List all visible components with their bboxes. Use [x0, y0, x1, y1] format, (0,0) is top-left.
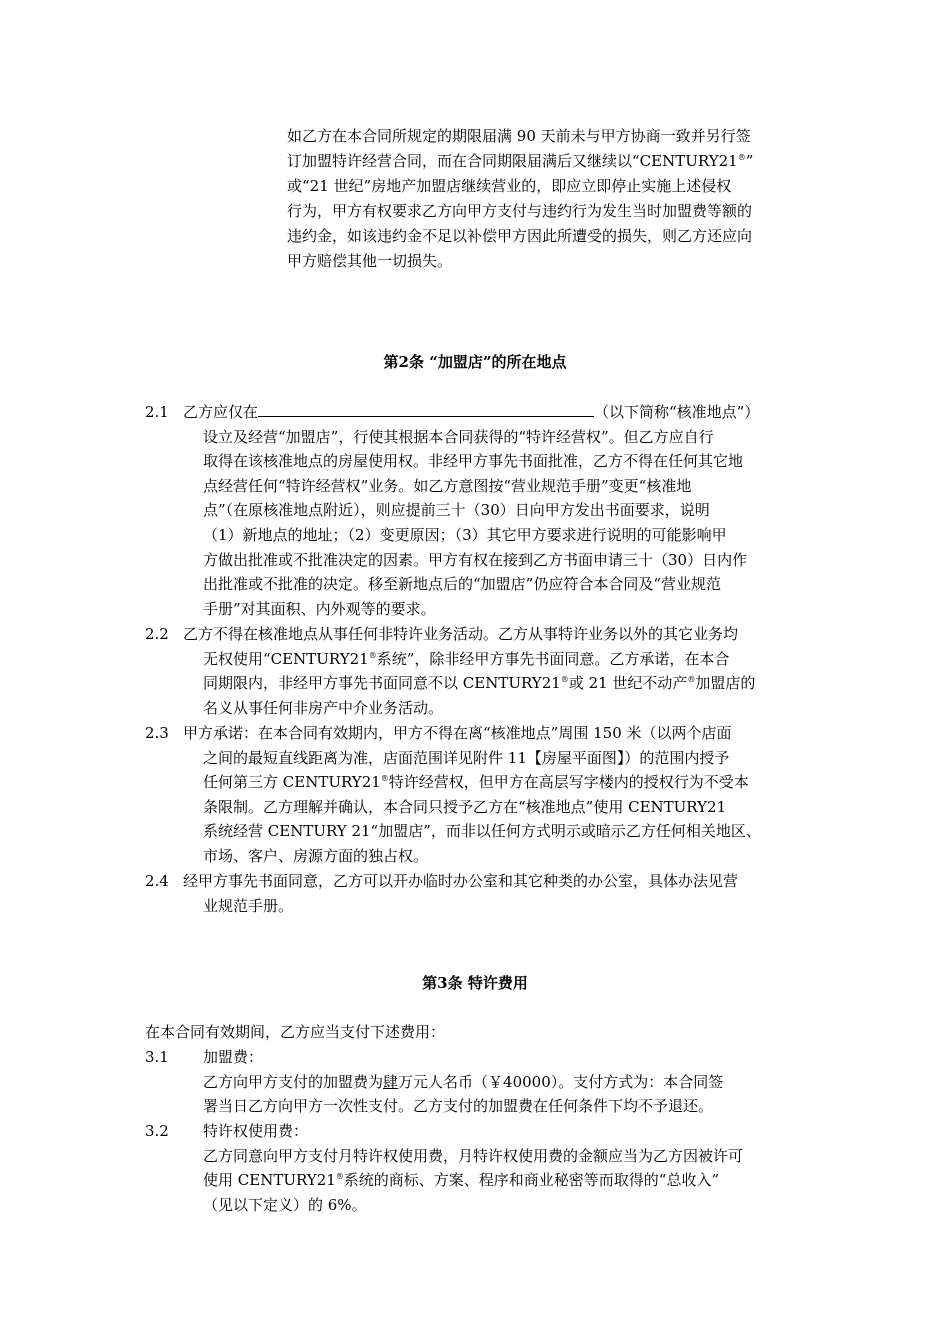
fee-amount: 肆 — [383, 1072, 399, 1091]
clause-2-3: 2.3 甲方承诺：在本合同有效期内，甲方不得在离“核准地点”周围 150 米（以两个店面 之间的最短直线距离为准，店面范围详见附件 11【房屋平面图】）的范围内授予 任何第三方 CENTURY21®特许经营权，但甲方在高层写字楼内的授权行为不受本 条限制。乙方理解并确认，本合同只授予乙方在“核准地点”使用 CENTURY21 系统经营 CENTURY 21“加盟店”，而非以任何方式明示或暗示乙方任何相关地区、 市场、客户、房源方面的独占权。 — [145, 721, 805, 869]
intro-paragraph — [287, 124, 809, 274]
location-blank — [258, 400, 594, 417]
intro-line-1: 如乙方在本合同所规定的期限届满 90 天前未与甲方协商一致并另行签 — [287, 127, 751, 145]
clause-2-2: 2.2 乙方不得在核准地点从事任何非特许业务活动。乙方从事特许业务以外的其它业务均 无权使用“CENTURY21®系统”，除非经甲方事先书面同意。乙方承诺，在本合 同期限内，非经甲方事先书面同意不以 CENTURY21®或 21 世纪不动产®加盟店的 名义从事任何非房产中介业务活动。 — [145, 622, 805, 720]
clause-2-1: 2.1 乙方应仅在 （以下简称“核准地点”） 设立及经营“加盟店”，行使其根据本合同获得的“特许经营权”。但乙方应自行 取得在该核准地点的房屋使用权。非经甲方事先书面批准，乙方不得在任何其它地 点经营任何“特许经营权”业务。如乙方意图按“营业规范手册”变更“核准地 点”（在原核准地点附近），则应提前三十（30）日向甲方发出书面要求，说明 （1）新地点的地址；（2）变更原因；（3）其它甲方要求进行说明的可能影响甲 方做出批准或不批准决定的因素。甲方有权在接到乙方书面申请三十（30）日内作 出批准或不批准的决定。移至新地点后的“加盟店”仍应符合本合同及“营业规范 手册”对其面积、内外观等的要求。 — [145, 400, 805, 621]
clause-number: 3.1 — [145, 1048, 169, 1066]
intro-line-3: 或“21 世纪”房地产加盟店继续营业的，即应立即停止实施上述侵权 — [287, 177, 732, 195]
intro-line-4: 行为，甲方有权要求乙方向甲方支付与违约行为发生当时加盟费等额的 — [287, 202, 753, 220]
clause-3-2: 3.2 特许权使用费： 乙方同意向甲方支付月特许权使用费，月特许权使用费的金额应当为乙方因被许可 使用 CENTURY21®系统的商标、方案、程序和商业秘密等而取得的“总收入” （见以下定义）的 6%。 — [145, 1119, 805, 1217]
clause-number: 2.3 — [145, 724, 169, 742]
article-2-heading: 第2条 “加盟店”的所在地点 — [383, 353, 567, 371]
clause-number: 2.4 — [145, 872, 169, 890]
intro-line-2: 订加盟特许经营合同，而在合同期限届满后又继续以“CENTURY21®” — [287, 152, 754, 170]
clause-2-4: 2.4 经甲方事先书面同意，乙方可以开办临时办公室和其它种类的办公室，具体办法见营 业规范手册。 — [145, 869, 805, 918]
article-3-intro: 在本合同有效期间，乙方应当支付下述费用： — [145, 1023, 446, 1041]
article-3-heading: 第3条 特许费用 — [422, 974, 528, 992]
intro-line-6: 甲方赔偿其他一切损失。 — [287, 252, 453, 270]
clause-3-1: 3.1 加盟费： 乙方向甲方支付的加盟费为肆万元人名币（￥40000）。支付方式为：本合同签 署当日乙方向甲方一次性支付。乙方支付的加盟费在任何条件下均不予退还。 — [145, 1045, 805, 1119]
intro-line-5: 违约金，如该违约金不足以补偿甲方因此所遭受的损失，则乙方还应向 — [287, 227, 753, 245]
clause-number: 2.1 — [145, 403, 169, 421]
clause-number: 3.2 — [145, 1122, 169, 1140]
clause-number: 2.2 — [145, 625, 169, 643]
